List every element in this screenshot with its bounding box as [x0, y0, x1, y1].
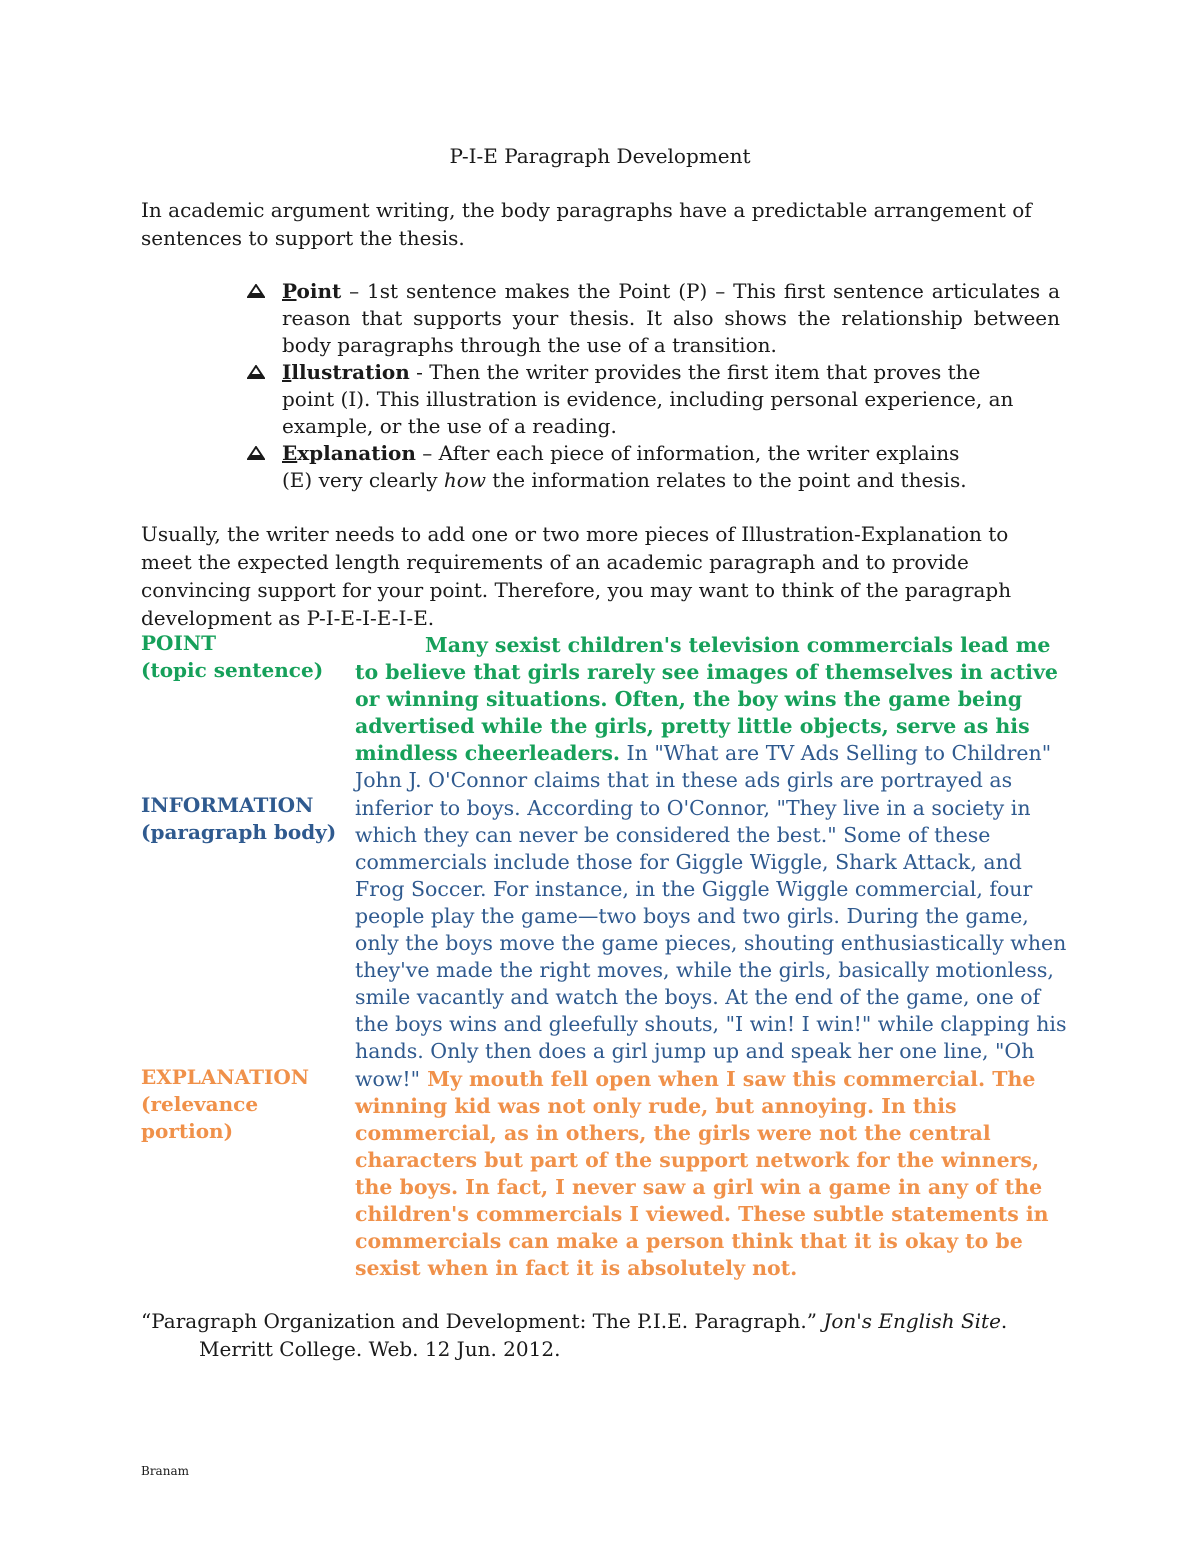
footer-author: Branam	[141, 1464, 189, 1478]
pie-bullet-list	[245, 278, 1060, 494]
intro-paragraph: In academic argument writing, the body paragraphs have a predictable arrangement of sentences to support the thesis.	[141, 198, 1032, 250]
bullet-explanation	[245, 440, 1060, 494]
bullet-point	[245, 278, 1060, 359]
sample-paragraph	[355, 632, 1067, 1282]
bullet-explanation-text-end: the information relates to the point and thesis.	[485, 468, 967, 492]
bullet-point-text: – 1st sentence makes the Point (P) – This first sentence articulates a reason that supports your thesis. It also shows the relationship between body paragraphs through the use of a transition.	[282, 279, 1060, 357]
bullet-illustration-text: - Then the writer provides the first item that proves the point (I). This illustration is evidence, including personal experience, an example, or the use of a reading.	[282, 360, 1014, 438]
triangle-bullet-icon	[247, 284, 265, 298]
sample-information-text: In "What are TV Ads Selling to Children" John J. O'Connor claims that in these ads girls are portrayed as inferior to boys. According to O'Connor, "They live in a society in which they can never be considered the best." Some of these commercials include those for Giggle Wiggle, Shark Attack, and Frog Soccer. For instance, in the Giggle Wiggle commercial, four people play the game—two boys and two girls. During the game, only the boys move the game pieces, shouting enthusiastically when they've made the right moves, while the girls, basically motionless, smile vacantly and watch the boys. At the end of the game, one of the boys wins and gleefully shouts, "I win! I win!" while clapping his hands. Only then does a girl jump up and speak her one line, "Oh wow!"	[355, 741, 1067, 1091]
usually-paragraph: Usually, the writer needs to add one or two more pieces of Illustration-Explanation to meet the expected length requirements of an academic paragraph and to provide convincing support for your point. Therefore, you may want to think of the paragraph development as P-I-E-I-E-I-E.	[141, 522, 1012, 630]
term-explanation: Explanation	[282, 441, 416, 465]
bullet-illustration	[245, 359, 1060, 440]
triangle-bullet-icon	[247, 446, 265, 460]
citation: “Paragraph Organization and Development: The P.I.E. Paragraph.” Jon's English Site. Merritt College. Web. 12 Jun. 2012.	[141, 1309, 1008, 1361]
label-point: POINT (topic sentence)	[141, 631, 324, 682]
bullet-explanation-emphasis: how	[443, 468, 486, 492]
triangle-bullet-icon	[247, 365, 265, 379]
bullet-explanation-text: – After each piece of information, the writer explains (E) very clearly	[282, 441, 960, 492]
label-explanation: EXPLANATION (relevance portion)	[141, 1065, 310, 1143]
term-point: Point	[282, 279, 342, 303]
sample-point-text: Many sexist children's television commercials lead me to believe that girls rarely see images of themselves in active or winning situations. Often, the boy wins the game being advertised while the girls, pretty little objects, serve as his mindless cheerleaders.	[355, 633, 1058, 766]
sample-explanation-text: My mouth fell open when I saw this commercial. The winning kid was not only rude, but annoying. In this commercial, as in others, the girls were not the central characters but part of the support network for the winners, the boys. In fact, I never saw a girl win a game in any of the children's commercials I viewed. These subtle statements in commercials can make a person think that it is okay to be sexist when in fact it is absolutely not.	[355, 1066, 1049, 1281]
page-title: P-I-E Paragraph Development	[449, 144, 751, 168]
label-information: INFORMATION (paragraph body)	[141, 793, 337, 844]
citation-site: Jon's English Site	[823, 1309, 1001, 1333]
term-illustration: Illustration	[282, 360, 410, 384]
